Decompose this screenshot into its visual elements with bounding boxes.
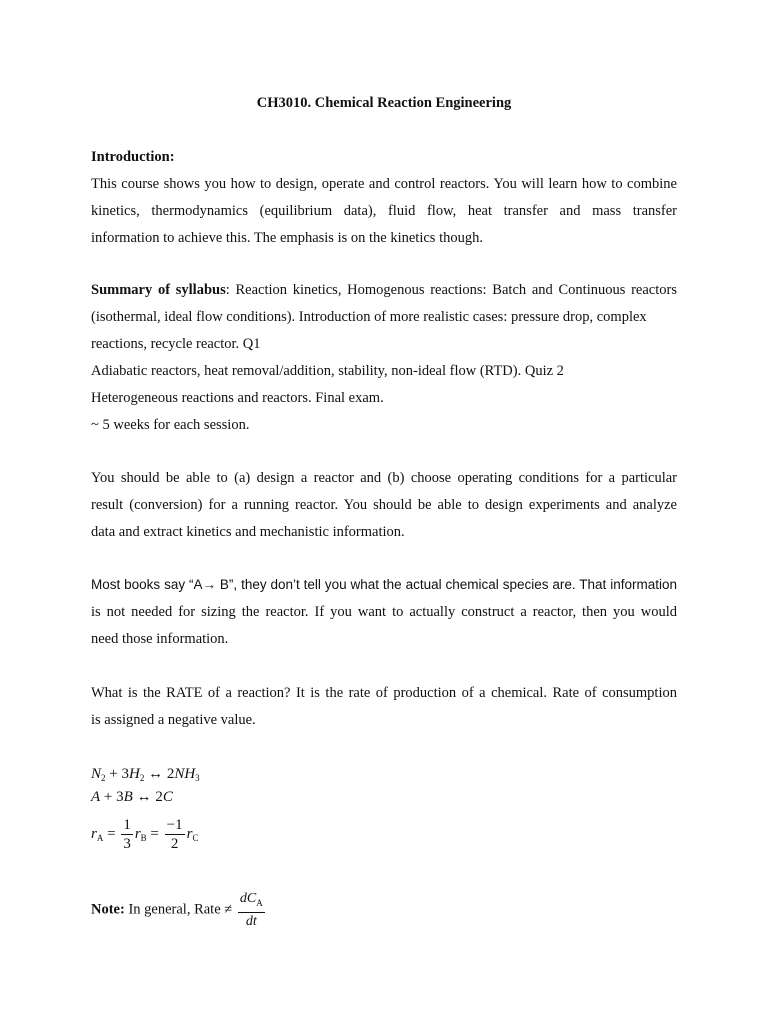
derivative-num-sub: A (256, 897, 263, 908)
not-equal-symbol: ≠ (224, 901, 233, 918)
syllabus-line-1-text: : Reaction kinetics, Homogenous reactions: Batch and Continuous reactors (225, 282, 677, 298)
eq3-equals-1: = (103, 825, 120, 842)
fraction-neg-half-den: 2 (170, 836, 179, 852)
fraction-one-third-num: 1 (123, 817, 131, 833)
eq2-b: B (123, 789, 133, 805)
eq3-rb-sub: B (140, 832, 147, 843)
syllabus-line-4: Adiabatic reactors, heat removal/addition, stability, non-ideal flow (RTD). Quiz 2 (91, 363, 564, 379)
note-label: Note: (91, 901, 125, 918)
page-title: CH3010. Chemical Reaction Engineering (256, 95, 512, 111)
intro-line-1: This course shows you how to design, operate and control reactors. You will learn how to combine (91, 176, 677, 192)
eq3-equals-2: = (146, 825, 163, 842)
eq1-plus: + 3 (105, 766, 129, 782)
eq1-nh-sub: 3 (195, 773, 200, 783)
eq3-ra: r (91, 825, 97, 842)
rate-line-1: What is the RATE of a reaction? It is the rate of production of a chemical. Rate of consumption (91, 685, 677, 701)
syllabus-line-3: reactions, recycle reactor. Q1 (91, 336, 261, 352)
syllabus-line-2: (isothermal, ideal flow conditions). Introduction of more realistic cases: pressure drop, complex (91, 309, 647, 325)
eq3-rc-sub: C (192, 832, 199, 843)
equation-ammonia (91, 765, 200, 787)
eq1-n-sub: 2 (101, 773, 106, 783)
eq1-arrow: ↔ 2 (144, 766, 175, 782)
eq2-arrow: ↔ 2 (132, 789, 163, 805)
books-line-2: is not needed for sizing the reactor. If you want to actually construct a reactor, then you would (91, 604, 677, 620)
equation-rates (91, 816, 198, 853)
eq3-rc: r (186, 825, 193, 842)
eq3-rb: r (134, 825, 141, 842)
rate-line-2: is assigned a negative value. (91, 712, 256, 728)
fraction-neg-half (165, 816, 185, 853)
syllabus-line-6: ~ 5 weeks for each session. (91, 417, 250, 433)
goals-line-1: You should be able to (a) design a reactor and (b) choose operating conditions for a particular (91, 470, 677, 486)
syllabus-line-1 (91, 281, 677, 299)
fraction-neg-half-num: −1 (166, 817, 183, 833)
derivative-fraction (238, 890, 265, 931)
equation-generic (91, 788, 173, 806)
eq1-h: H (128, 766, 140, 782)
eq1-nh: NH (174, 766, 196, 782)
derivative-num-text: dC (239, 891, 257, 906)
intro-line-3: information to achieve this. The emphasis is on the kinetics though. (91, 230, 483, 246)
note-line (91, 890, 267, 931)
eq1-n: N (91, 766, 102, 782)
eq2-plus: + 3 (100, 789, 124, 805)
books-line-3: need those information. (91, 631, 229, 647)
eq2-c: C (162, 789, 173, 805)
derivative-numerator (238, 890, 265, 913)
syllabus-label: Summary of syllabus (91, 282, 226, 298)
fraction-one-third-den: 3 (123, 836, 131, 852)
goals-line-2: result (conversion) for a running reactor. You should be able to design experiments and analyze (91, 497, 677, 513)
note-text: In general, Rate (124, 901, 225, 918)
goals-line-3: data and extract kinetics and mechanistic information. (91, 524, 405, 540)
fraction-one-third (121, 816, 133, 853)
intro-line-2: kinetics, thermodynamics (equilibrium data), fluid flow, heat transfer and mass transfer (91, 203, 677, 219)
eq2-a: A (91, 789, 101, 805)
intro-heading: Introduction: (91, 149, 175, 165)
eq1-h-sub: 2 (139, 773, 145, 783)
books-line-1: Most books say “A→ B”, they don’t tell you what the actual chemical species are. That information (91, 577, 677, 592)
syllabus-line-5: Heterogeneous reactions and reactors. Final exam. (91, 390, 384, 406)
eq3-ra-sub: A (96, 832, 104, 843)
derivative-denominator: dt (245, 913, 257, 929)
